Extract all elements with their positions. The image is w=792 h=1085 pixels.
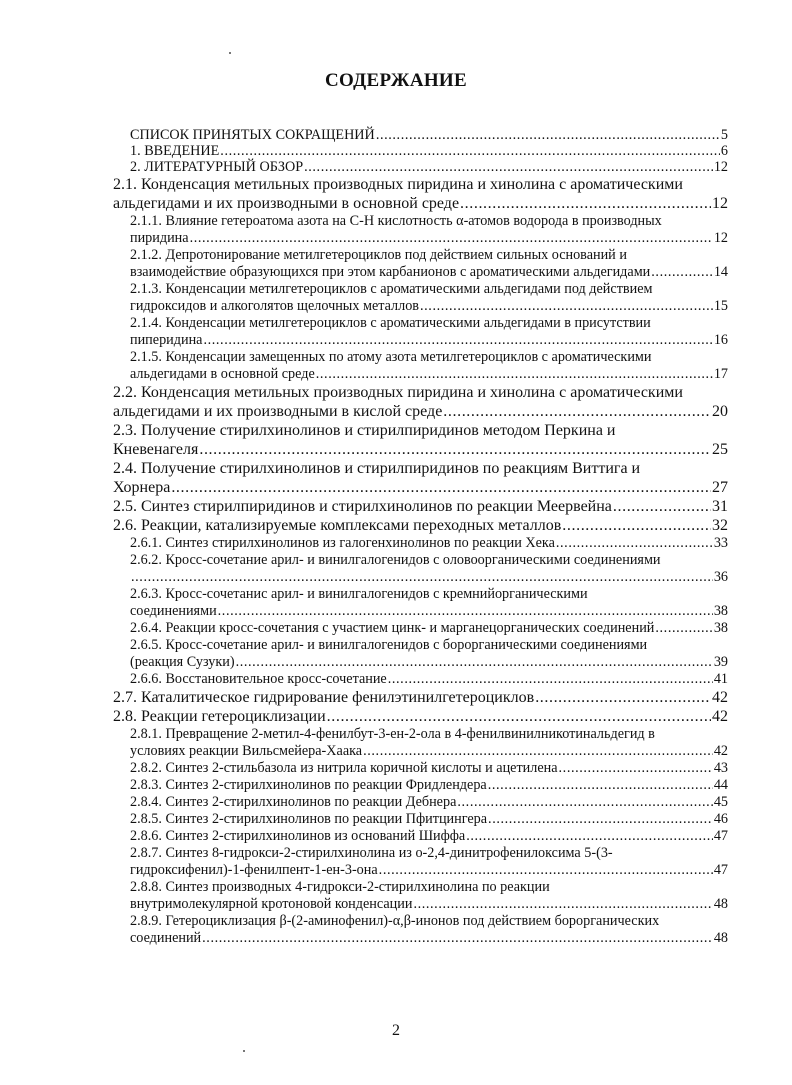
toc-entry-row: [130, 332, 728, 349]
dot-leader: [304, 160, 713, 176]
toc-entry-row: [113, 516, 728, 535]
toc-entry-title: альдегидами в основной среде: [130, 366, 315, 383]
toc-entry-title: 2.8. Реакции гетероциклизации: [113, 708, 326, 726]
toc-entry-row: [113, 478, 728, 497]
dot-leader: [236, 654, 713, 671]
toc-entry-title: взаимодействие образующихся при этом карбанионов с ароматическими альдегидами: [130, 264, 651, 281]
toc-page-number: 46: [713, 811, 728, 828]
toc-entry-text-line: 2.1.4. Конденсации метилгетероциклов с ароматическими альдегидами в присутствии: [130, 315, 651, 332]
toc-page-number: 48: [713, 930, 728, 947]
toc-entry-title: 2.8.4. Синтез 2-стирилхинолинов по реакции Дебнера: [130, 794, 457, 811]
toc-entry-row: [130, 298, 728, 315]
dot-leader: [376, 128, 720, 144]
toc-page-number: 47: [713, 828, 728, 845]
toc-entry[interactable]: [113, 552, 728, 586]
toc-entry-row: [130, 654, 728, 671]
dot-leader: [202, 930, 713, 947]
dot-leader: [651, 264, 713, 281]
toc-entry-title: 2.5. Синтез стирилпиридинов и стирилхинолинов по реакции Меервейна: [113, 498, 612, 516]
toc-entry-row: [130, 930, 728, 947]
toc-entry-row: [130, 828, 728, 845]
toc-entry-title: гидроксифенил)-1-фенилпент-1-ен-3-она: [130, 862, 378, 879]
dot-leader: [457, 794, 712, 811]
toc-entry-title: 2.8.6. Синтез 2-стирилхинолинов из оснований Шиффа: [130, 828, 466, 845]
toc-entry-text-line: 2.8.9. Гетероциклизация β-(2-аминофенил)-α,β-инонов под действием борорганических: [130, 913, 660, 930]
toc-entry-text-line: 2.3. Получение стирилхинолинов и стирилпиридинов методом Перкина и: [113, 422, 616, 440]
dot-leader: [556, 535, 713, 552]
dot-leader: [562, 516, 711, 535]
toc-entry-row: [130, 160, 728, 176]
toc-entry-title: 1. ВВЕДЕНИЕ: [130, 142, 220, 159]
toc-page-number: 42: [712, 689, 728, 707]
dot-leader: [488, 777, 713, 794]
toc-entry-row: [130, 743, 728, 760]
toc-page-number: 16: [713, 332, 728, 349]
toc-entry-title: соединениями: [130, 603, 217, 620]
toc-entry-title: (реакция Сузуки): [130, 654, 235, 671]
toc-page-number: 31: [712, 498, 728, 516]
dot-leader: [190, 230, 713, 247]
toc-entry-row: [113, 402, 728, 421]
toc-entry-row: [130, 862, 728, 879]
toc-entry-title: СПИСОК ПРИНЯТЫХ СОКРАЩЕНИЙ: [130, 127, 375, 143]
dot-leader: [413, 896, 712, 913]
dot-leader: [220, 144, 720, 160]
dot-leader: [655, 620, 712, 637]
toc-entry[interactable]: [113, 828, 728, 845]
toc-page-number: 33: [713, 535, 728, 552]
dot-leader: [420, 298, 713, 315]
toc-entry-title: внутримолекулярной кротоновой конденсации: [130, 896, 413, 913]
toc-page-number: 27: [712, 479, 728, 497]
scan-artifact: [229, 52, 231, 54]
dot-leader: [535, 688, 711, 707]
dot-leader: [559, 760, 713, 777]
dot-leader: [316, 366, 713, 383]
toc-entry-title: 2.6.6. Восстановительное кросс-сочетание: [130, 671, 387, 688]
toc-entry-text-line: 2.1. Конденсация метильных производных пиридина и хинолина с ароматическими: [113, 176, 683, 194]
toc-entry[interactable]: [113, 315, 728, 349]
toc-entry-title: 2.8.3. Синтез 2-стирилхинолинов по реакции Фридлендера: [130, 777, 487, 794]
toc-entry-row: [130, 671, 728, 688]
toc-entry[interactable]: [113, 726, 728, 760]
toc-entry-title: 2.6.1. Синтез стирилхинолинов из галогенхинолинов по реакции Хека: [130, 535, 555, 552]
toc-entry-row: [113, 497, 728, 516]
dot-leader: [613, 497, 711, 516]
toc-entry-row: [113, 688, 728, 707]
toc-entry-title: 2.8.5. Синтез 2-стирилхинолинов по реакции Пфитцингера: [130, 811, 488, 828]
toc-entry[interactable]: [113, 281, 728, 315]
toc-entry[interactable]: [113, 160, 728, 176]
toc-entry-row: [130, 794, 728, 811]
toc-page-number: 15: [713, 298, 728, 315]
toc-entry[interactable]: [113, 879, 728, 913]
toc-entry-text-line: 2.8.8. Синтез производных 4-гидрокси-2-стирилхинолина по реакции: [130, 879, 550, 896]
page-title: СОДЕРЖАНИЕ: [325, 70, 467, 91]
toc-entry[interactable]: [113, 144, 728, 160]
toc-entry[interactable]: [113, 586, 728, 620]
toc-page-number: 38: [713, 620, 728, 637]
toc-entry-text-line: 2.8.7. Синтез 8-гидрокси-2-стирилхинолина из о-2,4-динитрофенилоксима 5-(3-: [130, 845, 613, 862]
dot-leader: [460, 194, 711, 213]
toc-entry[interactable]: [113, 707, 728, 726]
toc-entry[interactable]: [113, 794, 728, 811]
toc-entry[interactable]: [113, 671, 728, 688]
toc-entry-text-line: 2.1.5. Конденсации замещенных по атому азота метилгетероциклов с ароматическими: [130, 349, 652, 366]
toc-entry-title: 2. ЛИТЕРАТУРНЫЙ ОБЗОР: [130, 158, 304, 175]
toc-entry[interactable]: [113, 845, 728, 879]
toc-entry-row: [130, 811, 728, 828]
toc-entry-row: [113, 707, 728, 726]
toc-entry[interactable]: [113, 383, 728, 421]
toc-page-number: 44: [713, 777, 728, 794]
dot-leader: [363, 743, 713, 760]
toc-page-number: 42: [712, 708, 728, 726]
toc-entry-row: [130, 366, 728, 383]
toc-entry-row: [130, 896, 728, 913]
toc-page-number: 47: [713, 862, 728, 879]
toc-entry-title: соединений: [130, 930, 202, 947]
toc-entry-row: [113, 194, 728, 213]
toc-entry[interactable]: [113, 459, 728, 497]
toc-entry[interactable]: [113, 247, 728, 281]
dot-leader: [131, 569, 713, 586]
toc-entry[interactable]: [113, 516, 728, 535]
toc-entry-row: [130, 535, 728, 552]
toc-entry-text-line: 2.6.3. Кросс-сочетанис арил- и винилгалогенидов с кремнийорганическими: [130, 586, 588, 603]
toc-page-number: 6: [720, 142, 728, 159]
toc-page-number: 12: [713, 230, 728, 247]
toc-entry-row: [130, 230, 728, 247]
toc-entry-text-line: 2.2. Конденсация метильных производных пиридина и хинолина с ароматическими: [113, 384, 683, 402]
toc-entry-title: альдегидами и их производными в основной среде: [113, 195, 460, 213]
toc-page-number: 17: [713, 366, 728, 383]
toc-entry[interactable]: [113, 175, 728, 213]
toc-entry-title: 2.6. Реакции, катализируемые комплексами переходных металлов: [113, 517, 562, 535]
toc-entry-title: альдегидами и их производными в кислой среде: [113, 403, 443, 421]
toc-entry[interactable]: [113, 497, 728, 516]
dot-leader: [466, 828, 713, 845]
dot-leader: [327, 707, 711, 726]
toc-entry[interactable]: [113, 637, 728, 671]
toc-page-number: 43: [713, 760, 728, 777]
table-of-contents: [113, 128, 728, 947]
dot-leader: [443, 402, 711, 421]
toc-page-number: 12: [713, 158, 728, 175]
toc-entry-title: Хорнера: [113, 479, 171, 497]
toc-entry[interactable]: [113, 913, 728, 947]
toc-page-number: 39: [713, 654, 728, 671]
toc-entry-title: 2.6.4. Реакции кросс-сочетания с участием цинк- и марганецорганических соединений: [130, 620, 655, 637]
toc-page-number: 36: [713, 569, 728, 586]
toc-page-number: 25: [712, 441, 728, 459]
toc-entry-title: пиридина: [130, 230, 189, 247]
toc-entry[interactable]: [113, 811, 728, 828]
dot-leader: [171, 478, 711, 497]
dot-leader: [199, 440, 711, 459]
toc-entry-text-line: 2.1.1. Влияние гетероатома азота на С-Н кислотность α-атомов водорода в производных: [130, 213, 662, 230]
dot-leader: [488, 811, 713, 828]
toc-entry[interactable]: [113, 620, 728, 637]
dot-leader: [379, 862, 713, 879]
toc-entry[interactable]: [113, 349, 728, 383]
toc-entry[interactable]: [113, 128, 728, 144]
toc-entry-row: [130, 128, 728, 144]
toc-page-number: 14: [713, 264, 728, 281]
toc-entry-title: 2.8.2. Синтез 2-стильбазола из нитрила коричной кислоты и ацетилена: [130, 760, 558, 777]
scan-artifact: [243, 1050, 245, 1052]
dot-leader: [218, 603, 713, 620]
toc-entry-title: условиях реакции Вильсмейера-Хаака: [130, 743, 363, 760]
toc-entry-title: 2.7. Каталитическое гидрирование фенилэтинилгетероциклов: [113, 689, 535, 707]
toc-page-number: 38: [713, 603, 728, 620]
toc-entry[interactable]: [113, 688, 728, 707]
toc-entry-text-line: 2.1.3. Конденсации метилгетероциклов с ароматическими альдегидами под действием: [130, 281, 653, 298]
toc-page-number: 48: [713, 896, 728, 913]
toc-entry-title: гидроксидов и алкоголятов щелочных металлов: [130, 298, 419, 315]
toc-page-number: 41: [713, 671, 728, 688]
toc-page-number: 20: [712, 403, 728, 421]
dot-leader: [203, 332, 712, 349]
toc-page-number: 5: [720, 127, 728, 143]
toc-entry-row: [130, 603, 728, 620]
toc-entry-text-line: 2.1.2. Депротонирование метилгетероциклов под действием сильных оснований и: [130, 247, 627, 264]
toc-entry-text-line: 2.4. Получение стирилхинолинов и стирилпиридинов по реакциям Виттига и: [113, 460, 641, 478]
toc-entry-text-line: 2.6.2. Кросс-сочетание арил- и винилгалогенидов с оловоорганическими соединениями: [130, 552, 661, 569]
toc-entry-row: [113, 440, 728, 459]
toc-entry-text-line: 2.6.5. Кросс-сочетание арил- и винилгалогенидов с борорганическими соединениями: [130, 637, 648, 654]
toc-entry-row: [130, 264, 728, 281]
toc-entry-title: пиперидина: [130, 332, 203, 349]
page-number: 2: [392, 1022, 400, 1039]
toc-entry-title: Кневенагеля: [113, 441, 199, 459]
toc-entry-row: [130, 760, 728, 777]
toc-page-number: 32: [712, 517, 728, 535]
toc-entry[interactable]: [113, 213, 728, 247]
toc-entry-row: [130, 620, 728, 637]
toc-page-number: 42: [713, 743, 728, 760]
toc-entry[interactable]: [113, 760, 728, 777]
toc-entry[interactable]: [113, 421, 728, 459]
toc-entry-row: [130, 777, 728, 794]
toc-page-number: 45: [713, 794, 728, 811]
toc-page-number: 12: [712, 195, 728, 213]
dot-leader: [388, 671, 713, 688]
toc-entry-row: [130, 144, 728, 160]
toc-entry-text-line: 2.8.1. Превращение 2-метил-4-фенилбут-3-ен-2-ола в 4-фенилвинилникотинальдегид в: [130, 726, 655, 743]
toc-entry[interactable]: [113, 777, 728, 794]
toc-entry[interactable]: [113, 535, 728, 552]
toc-entry-row: [130, 569, 728, 586]
